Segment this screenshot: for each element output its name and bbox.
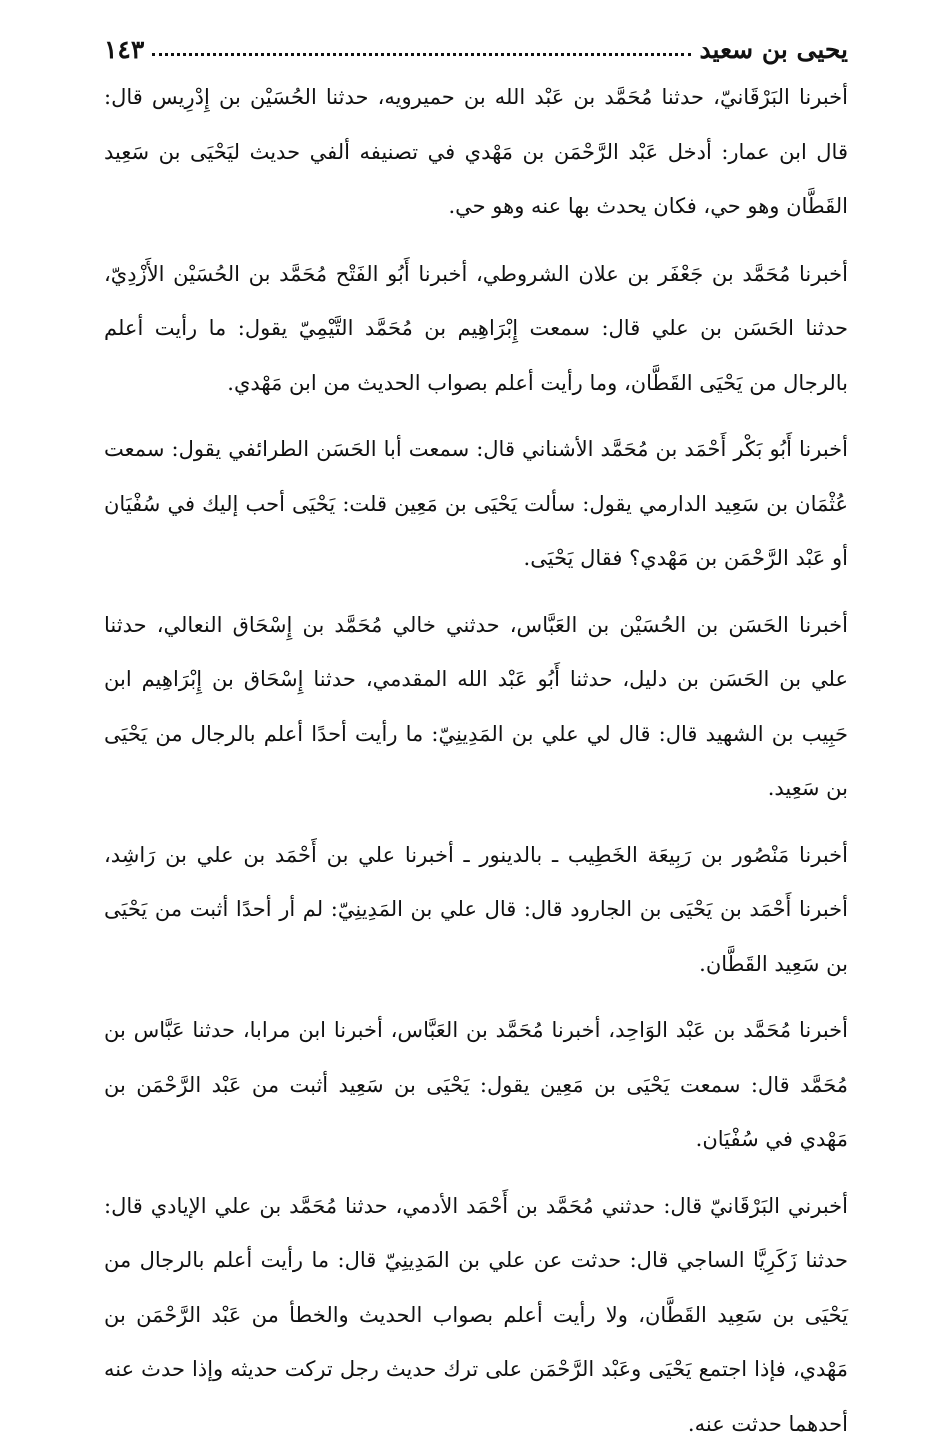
paragraph: أخبرنا مُحَمَّد بن جَعْفَر بن علان الشروطي، أخبرنا أَبُو الفَتْح مُحَمَّد بن الحُسَيْن الأَزْدِيّ، حدثنا الحَسَن بن علي قال: سمعت إِبْرَاهِيم بن مُحَمَّد التَّيْمِيّ يقول: ما رأيت أعلم بالرجال من يَحْيَى القَطَّان، وما رأيت أعلم بصواب الحديث من ابن مَهْدي. xyxy=(104,247,848,411)
paragraph: أخبرني البَرْقَانيّ قال: حدثني مُحَمَّد بن أَحْمَد الأدمي، حدثنا مُحَمَّد بن علي الإيادي قال: حدثنا زَكَرِيَّا الساجي قال: حدثت عن علي بن المَدِينِيّ قال: ما رأيت أعلم بالرجال من يَحْيَى بن سَعِيد القَطَّان، ولا رأيت أعلم بصواب الحديث والخطأ من عَبْد الرَّحْمَن بن مَهْدي، فإذا اجتمع يَحْيَى وعَبْد الرَّحْمَن على ترك حديث رجل تركت حديثه وإذا حدث عنه أحدهما حدثت عنه. xyxy=(104,1179,848,1451)
paragraph: أخبرنا مَنْصُور بن رَبِيعَة الخَطِيب ـ بالدينور ـ أخبرنا علي بن أَحْمَد بن علي بن رَاشِد، أخبرنا أَحْمَد بن يَحْيَى بن الجارود قال: قال علي بن المَدِينِيّ: لم أر أحدًا أثبت من يَحْيَى بن سَعِيد القَطَّان. xyxy=(104,828,848,992)
running-head-title: يحيى بن سعيد xyxy=(699,35,848,64)
page-number: ١٤٣ xyxy=(104,35,144,64)
paragraph: أخبرنا الحَسَن بن الحُسَيْن بن العَبَّاس، حدثني خالي مُحَمَّد بن إِسْحَاق النعالي، حدثنا علي بن الحَسَن بن دليل، حدثنا أَبُو عَبْد الله المقدمي، حدثنا إِسْحَاق بن إِبْرَاهِيم ابن حَبِيب بن الشهيد قال: قال لي علي بن المَدِينِيّ: ما رأيت أحدًا أعلم بالرجال من يَحْيَى بن سَعِيد. xyxy=(104,598,848,816)
page-body xyxy=(104,70,848,1451)
running-head xyxy=(104,24,848,64)
paragraph: أخبرنا البَرْقَانيّ، حدثنا مُحَمَّد بن عَبْد الله بن حميرويه، حدثنا الحُسَيْن بن إِدْرِيس قال: قال ابن عمار: أدخل عَبْد الرَّحْمَن بن مَهْدي في تصنيفه ألفي حديث ليَحْيَى بن سَعِيد القَطَّان وهو حي، فكان يحدث بها عنه وهو حي. xyxy=(104,70,848,234)
dotted-leader xyxy=(152,53,691,56)
paragraph: أخبرنا مُحَمَّد بن عَبْد الوَاحِد، أخبرنا مُحَمَّد بن العَبَّاس، أخبرنا ابن مرابا، حدثنا عَبَّاس بن مُحَمَّد قال: سمعت يَحْيَى بن مَعِين يقول: يَحْيَى بن سَعِيد أثبت من عَبْد الرَّحْمَن بن مَهْدي في سُفْيَان. xyxy=(104,1003,848,1167)
paragraph: أخبرنا أَبُو بَكْر أَحْمَد بن مُحَمَّد الأشناني قال: سمعت أبا الحَسَن الطرائفي يقول: سمعت عُثْمَان بن سَعِيد الدارمي يقول: سألت يَحْيَى بن مَعِين قلت: يَحْيَى أحب إليك في سُفْيَان أو عَبْد الرَّحْمَن بن مَهْدي؟ فقال يَحْيَى. xyxy=(104,422,848,586)
